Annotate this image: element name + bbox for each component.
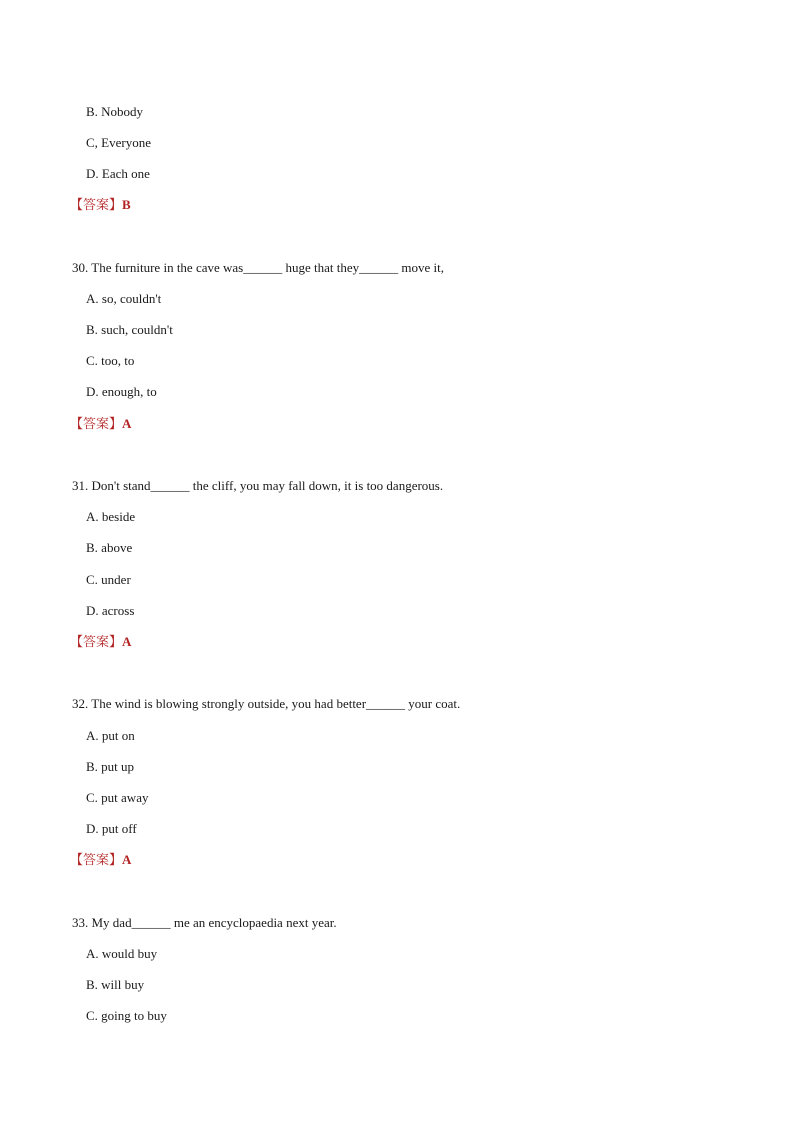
answer-letter: A: [122, 416, 132, 431]
q31-option-c: C. under: [86, 572, 131, 587]
q30-option-b: B. such, couldn't: [86, 322, 173, 337]
q30-option-c: C. too, to: [86, 353, 135, 368]
q30-option-a: A. so, couldn't: [86, 291, 162, 306]
q30-answer: [70, 416, 131, 433]
q30-stem: 30. The furniture in the cave was______ huge that they______ move it,: [72, 260, 444, 275]
q30-option-d: D. enough, to: [86, 384, 157, 399]
q32-option-d: D. put off: [86, 821, 137, 836]
q32-stem: 32. The wind is blowing strongly outside, you had better______ your coat.: [72, 696, 461, 711]
answer-label: 【答案】: [70, 198, 123, 213]
q31-option-b: B. above: [86, 540, 133, 555]
answer-label: 【答案】: [70, 417, 123, 432]
answer-letter: B: [122, 197, 131, 212]
q32-answer: [70, 852, 131, 869]
q33-option-c: C. going to buy: [86, 1008, 167, 1023]
q33-stem: 33. My dad______ me an encyclopaedia next year.: [72, 915, 337, 930]
q32-option-b: B. put up: [86, 759, 135, 774]
q33-option-b: B. will buy: [86, 977, 145, 992]
q33-option-a: A. would buy: [86, 946, 158, 961]
answer-label: 【答案】: [70, 853, 123, 868]
q29-option-b: B. Nobody: [86, 104, 144, 119]
answer-label: 【答案】: [70, 635, 123, 650]
q32-option-c: C. put away: [86, 790, 149, 805]
q29-option-d: D. Each one: [86, 166, 150, 181]
q31-answer: [70, 634, 131, 651]
q29-option-c: C, Everyone: [86, 135, 151, 150]
q31-option-d: D. across: [86, 603, 135, 618]
q29-answer: [70, 197, 131, 214]
q31-stem: 31. Don't stand______ the cliff, you may fall down, it is too dangerous.: [72, 478, 444, 493]
answer-letter: A: [122, 852, 132, 867]
answer-letter: A: [122, 634, 132, 649]
q31-option-a: A. beside: [86, 509, 136, 524]
q32-option-a: A. put on: [86, 728, 135, 743]
